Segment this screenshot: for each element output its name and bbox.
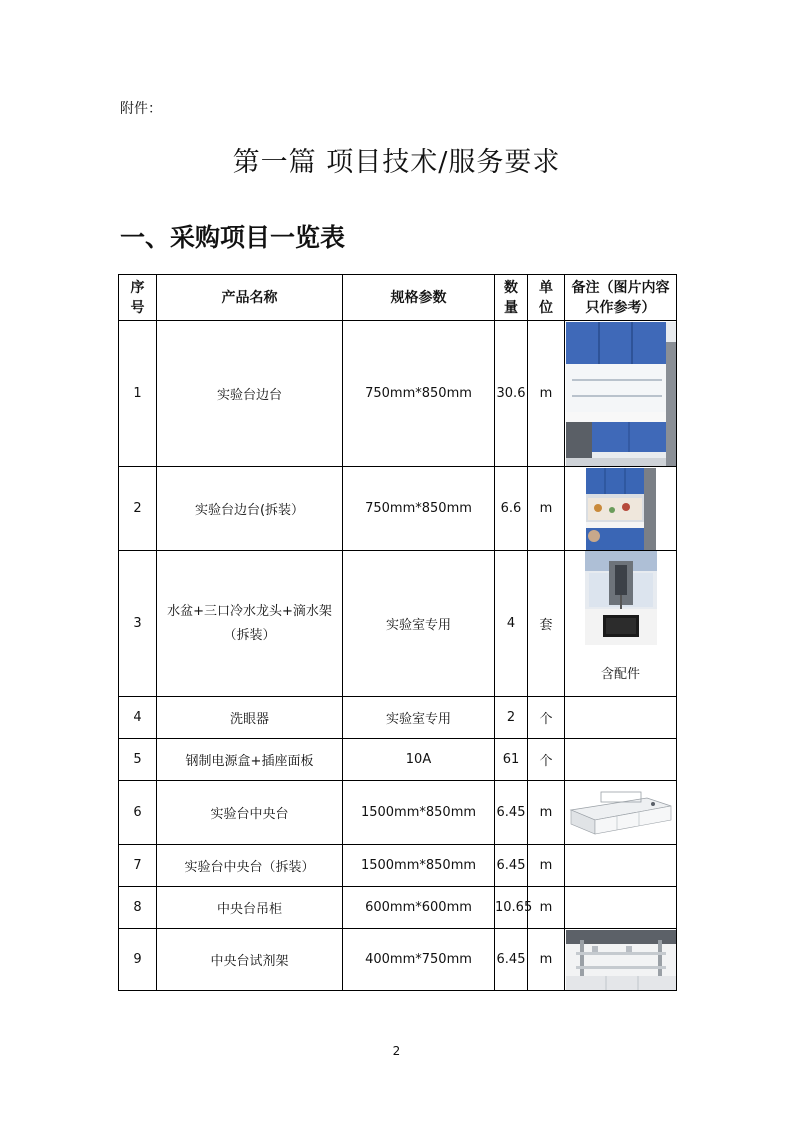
row-seq: 7 <box>119 845 157 887</box>
header-name: 产品名称 <box>157 275 343 321</box>
table-header-row <box>119 275 677 321</box>
row-note <box>565 739 677 781</box>
sink-faucet-photo <box>585 551 657 645</box>
row-seq: 1 <box>119 321 157 467</box>
header-qty: 数量 <box>495 275 528 321</box>
table-row <box>119 929 677 991</box>
header-unit: 单位 <box>528 275 565 321</box>
row-name: 实验台中央台（拆装） <box>157 845 343 887</box>
lab-side-bench-photo <box>566 322 676 466</box>
central-bench-photo <box>567 790 675 836</box>
table-row <box>119 321 677 467</box>
row-name: 实验台中央台 <box>157 781 343 845</box>
row-note <box>565 467 677 551</box>
table-row <box>119 781 677 845</box>
procurement-table <box>118 274 677 991</box>
row-spec: 实验室专用 <box>343 697 495 739</box>
row-name: 洗眼器 <box>157 697 343 739</box>
page-title: 第一篇 项目技术/服务要求 <box>232 147 561 178</box>
row-note <box>565 321 677 467</box>
row-unit: m <box>528 781 565 845</box>
row-unit: m <box>528 321 565 467</box>
row-unit: m <box>528 887 565 929</box>
row-name: 中央台试剂架 <box>157 929 343 991</box>
row-note <box>565 845 677 887</box>
row-unit: 套 <box>528 551 565 697</box>
table-row <box>119 697 677 739</box>
row-qty: 61 <box>495 739 528 781</box>
row-qty: 6.6 <box>495 467 528 551</box>
row-seq: 3 <box>119 551 157 697</box>
row-qty: 6.45 <box>495 845 528 887</box>
row-qty: 6.45 <box>495 781 528 845</box>
row-name: 中央台吊柜 <box>157 887 343 929</box>
row-qty: 2 <box>495 697 528 739</box>
row-name: 钢制电源盒+插座面板 <box>157 739 343 781</box>
row-unit: m <box>528 845 565 887</box>
table-row <box>119 887 677 929</box>
row-unit: m <box>528 467 565 551</box>
attachment-label: 附件： <box>120 101 162 117</box>
row-seq: 9 <box>119 929 157 991</box>
row-spec: 1500mm*850mm <box>343 845 495 887</box>
row-unit: 个 <box>528 697 565 739</box>
header-seq: 序号 <box>119 275 157 321</box>
row-spec: 10A <box>343 739 495 781</box>
row-note <box>565 551 677 697</box>
row-spec: 750mm*850mm <box>343 467 495 551</box>
table-row <box>119 467 677 551</box>
row-name: 实验台边台(拆装） <box>157 467 343 551</box>
row-note <box>565 697 677 739</box>
row-seq: 6 <box>119 781 157 845</box>
row-unit: 个 <box>528 739 565 781</box>
section-heading: 一、采购项目一览表 <box>120 223 346 252</box>
header-spec: 规格参数 <box>343 275 495 321</box>
table-row <box>119 739 677 781</box>
row-qty: 10.65 <box>495 887 528 929</box>
table-row <box>119 845 677 887</box>
row-seq: 5 <box>119 739 157 781</box>
row-spec: 400mm*750mm <box>343 929 495 991</box>
row-unit: m <box>528 929 565 991</box>
table-row <box>119 551 677 697</box>
note-text: 含配件 <box>600 667 640 682</box>
row-qty: 30.6 <box>495 321 528 467</box>
row-seq: 8 <box>119 887 157 929</box>
lab-bench-photo <box>586 468 656 550</box>
row-spec: 1500mm*850mm <box>343 781 495 845</box>
reagent-rack-photo <box>566 930 676 990</box>
page-number: 2 <box>392 1044 401 1058</box>
row-spec: 750mm*850mm <box>343 321 495 467</box>
row-note <box>565 929 677 991</box>
row-note <box>565 781 677 845</box>
row-spec: 600mm*600mm <box>343 887 495 929</box>
row-seq: 4 <box>119 697 157 739</box>
row-note <box>565 887 677 929</box>
row-seq: 2 <box>119 467 157 551</box>
row-spec: 实验室专用 <box>343 551 495 697</box>
row-name: 水盆+三口冷水龙头+滴水架（拆装） <box>157 551 343 697</box>
row-qty: 6.45 <box>495 929 528 991</box>
header-note: 备注（图片内容只作参考） <box>565 275 677 321</box>
row-qty: 4 <box>495 551 528 697</box>
row-name: 实验台边台 <box>157 321 343 467</box>
